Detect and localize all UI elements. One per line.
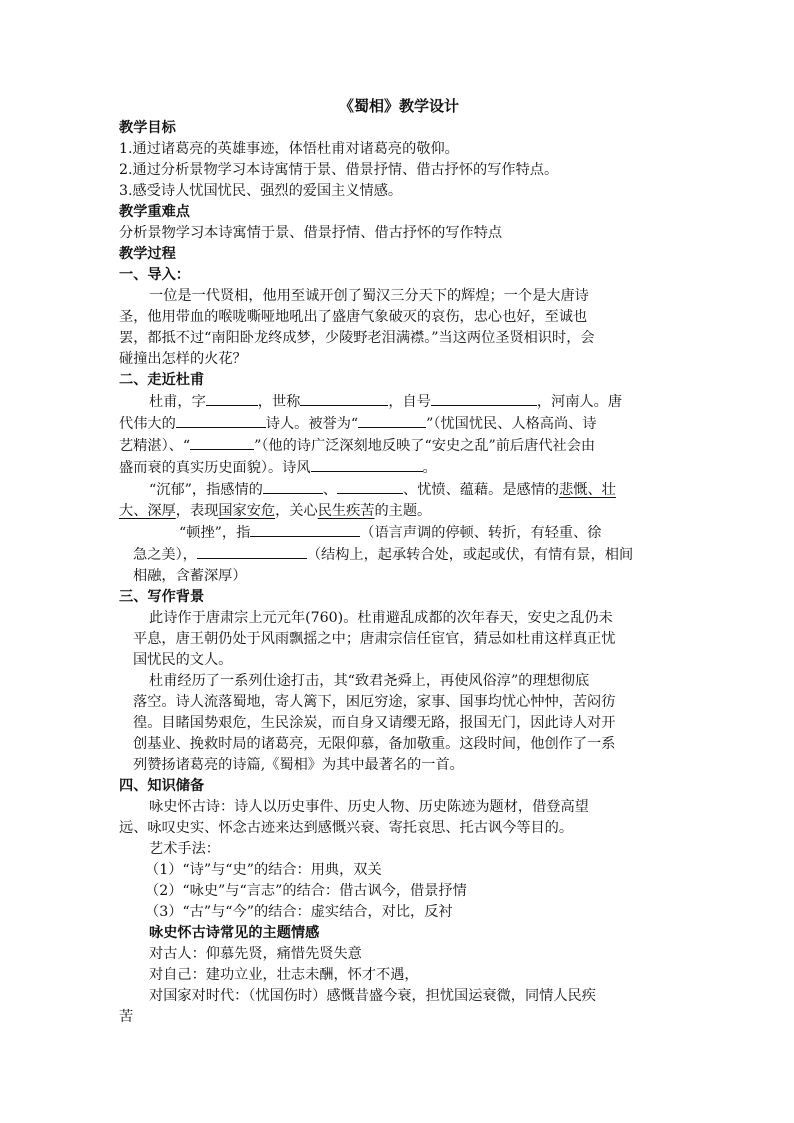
- intro-line: 一位是一代贤相，他用至诚开创了蜀汉三分天下的辉煌；一个是大唐诗: [149, 288, 589, 304]
- background-line: 此诗作于唐肃宗上元元年(760)。杜甫避乱成都的次年春天，安史之乱仍未: [149, 610, 613, 626]
- theme-item: 对国家对时代：（忧国伤时）感慨昔盛今衰，担忧国运衰微，同情人民疾: [149, 988, 596, 1004]
- fill-blank: [311, 457, 423, 472]
- text-segment: ，河南人。唐: [536, 394, 623, 410]
- background-line: 杜甫经历了一系列仕途打击，其“致君尧舜上，再使风俗淳”的理想彻底: [149, 673, 590, 689]
- fill-blank: [337, 479, 403, 494]
- goal-item: 2.通过分析景物学习本诗寓情于景、借景抒情、借古抒怀的写作特点。: [119, 162, 559, 178]
- fill-blank: [176, 413, 266, 428]
- fill-blank: [250, 522, 360, 537]
- section-background-heading: 三、写作背景: [119, 589, 205, 605]
- document-page: [119, 96, 679, 1028]
- text-segment: 急之美），: [133, 547, 197, 563]
- section-dufu-heading: 二、走近杜甫: [119, 372, 205, 388]
- fill-blank: [197, 544, 307, 559]
- intro-line: 罢，都抵不过“南阳卧龙终成梦，少陵野老泪满襟。”当这两位圣贤相识时，会: [119, 330, 595, 346]
- fill-blank: [206, 391, 258, 406]
- background-line: 创基业、挽救时局的诸葛亮，无限仰慕，备加敬重。这段时间，他创作了一系: [133, 736, 616, 752]
- chenyu-line: [119, 479, 679, 501]
- text-segment: ”（忧国忧民、人格高尚、诗: [426, 416, 597, 432]
- dufu-line: [119, 413, 679, 435]
- art-techniques-label: 艺术手法：: [149, 841, 220, 857]
- difficulty-text: 分析景物学习本诗寓情于景、借景抒情、借古抒怀的写作特点: [119, 225, 503, 241]
- goals-heading: 教学目标: [119, 120, 176, 136]
- dufu-line: [119, 457, 679, 479]
- section-intro-heading: 一、导入：: [119, 267, 190, 283]
- text-segment: 的主题。: [374, 503, 432, 519]
- knowledge-line: 远、咏叹史实、怀念古迹来达到感慨兴衰、寄托哀思、托古讽今等目的。: [119, 820, 574, 836]
- fill-blank: [300, 391, 388, 406]
- text-segment: “沉郁”，指感情的: [149, 482, 263, 498]
- text-segment: 诗人。被誉为“: [265, 416, 359, 432]
- goal-item: 1.通过诸葛亮的英雄事迹，体悟杜甫对诸葛亮的敬仰。: [119, 141, 459, 157]
- section-knowledge-heading: 四、知识储备: [119, 778, 205, 794]
- underlined-text: 大、深厚: [119, 503, 176, 519]
- text-segment: ，世称: [257, 394, 301, 410]
- text-segment: （结构上，起承转合处，或起或伏，有情有景，相间: [306, 547, 634, 563]
- text-segment: ，自号: [388, 394, 431, 410]
- technique-item: （3）“古”与“今”的结合：虚实结合，对比，反衬: [145, 904, 453, 920]
- chenyu-line: [119, 501, 679, 522]
- difficulty-heading: 教学重难点: [119, 204, 190, 220]
- text-segment: 杜甫，字: [149, 394, 206, 410]
- fill-blank: [431, 391, 537, 406]
- document-title: 《蜀相》教学设计: [338, 97, 459, 115]
- background-line: 落空。诗人流落蜀地，寄人篱下，困厄穷途，家事、国事均忧心忡忡，苦闷彷: [133, 694, 616, 710]
- background-line: 列赞扬诸葛亮的诗篇,《蜀相》为其中最著名的一首。: [133, 757, 464, 773]
- process-heading: 教学过程: [119, 246, 176, 262]
- dufu-line: [119, 435, 679, 457]
- text-segment: ，关心: [275, 503, 318, 519]
- text-segment: 、忧愤、蕴藉。是感情的: [403, 482, 560, 498]
- text-segment: 代伟大的: [119, 416, 176, 432]
- underlined-text: 民生疾苦: [317, 503, 375, 519]
- text-segment: （语言声调的停顿、转折，有轻重、徐: [360, 525, 602, 541]
- theme-item: 对自己：建功立业，壮志未酬，怀才不遇，: [149, 967, 419, 983]
- background-line: 平息，唐王朝仍处于风雨飘摇之中；唐肃宗信任宦官，猜忌如杜甫这样真正忧: [133, 631, 616, 647]
- theme-item: 苦: [119, 1009, 134, 1025]
- background-line: 国忧民的文人。: [133, 652, 233, 668]
- text-segment: ”（他的诗广泛深刻地反映了“安史之乱”前后唐代社会由: [254, 438, 596, 454]
- dufu-line: [119, 391, 679, 413]
- fill-blank: [358, 413, 426, 428]
- text-segment: “顿挫”，指: [179, 525, 251, 541]
- knowledge-line: 咏史怀古诗：诗人以历史事件、历史人物、历史陈迹为题材，借登高望: [149, 799, 589, 815]
- dunchuo-line: [119, 544, 679, 566]
- fill-blank: [190, 435, 254, 450]
- theme-item: 对古人：仰慕先贤，痛惜先贤失意: [149, 946, 362, 962]
- technique-item: （1）“诗”与“史”的结合：用典，双关: [145, 862, 382, 878]
- background-line: 徨。目睹国势艰危，生民涂炭，而自身又请缨无路，报国无门，因此诗人对开: [133, 715, 616, 731]
- text-segment: 艺精湛）、“: [119, 438, 191, 454]
- fill-blank: [263, 479, 323, 494]
- intro-line: 碰撞出怎样的火花？: [119, 351, 247, 367]
- text-segment: 盛而衰的真实历史面貌）。诗风: [119, 460, 311, 476]
- underlined-text: 悲慨、壮: [559, 482, 616, 498]
- dunchuo-line: [119, 522, 679, 544]
- themes-heading: 咏史怀古诗常见的主题情感: [149, 925, 320, 941]
- text-segment: 。: [422, 460, 437, 476]
- dunchuo-line: 相融，含蓄深厚）: [133, 568, 247, 584]
- goal-item: 3.感受诗人忧国忧民、强烈的爱国主义情感。: [119, 183, 403, 199]
- underlined-text: 国家安危: [218, 503, 276, 519]
- intro-line: 圣，他用带血的喉咙嘶哑地吼出了盛唐气象破灭的哀伤，忠心也好，至诚也: [119, 309, 588, 325]
- technique-item: （2）“咏史”与“言志”的结合：借古讽今，借景抒情: [145, 883, 467, 899]
- text-segment: 、: [322, 482, 338, 498]
- text-segment: ，表现: [175, 503, 219, 519]
